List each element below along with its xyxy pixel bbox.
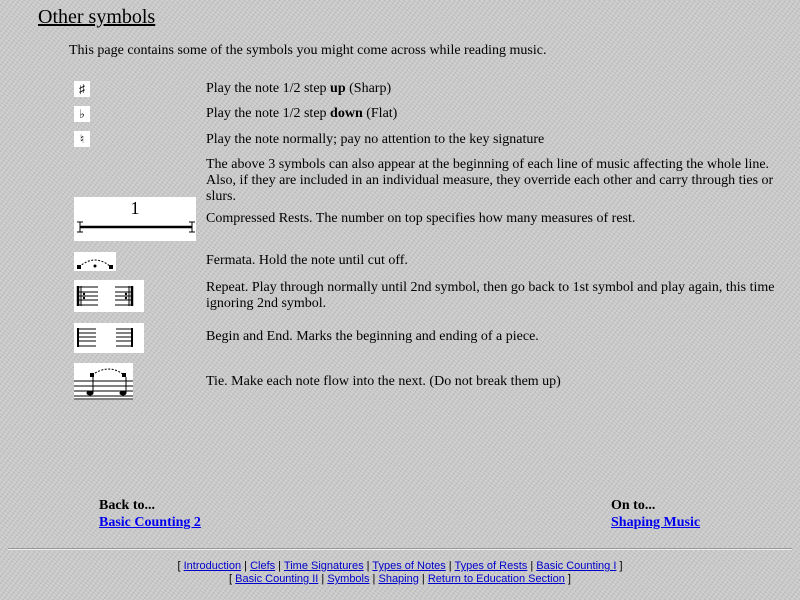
footer-link-types-of-rests[interactable]: Types of Rests — [454, 560, 528, 572]
compressed-rest-icon — [74, 197, 196, 241]
desc-bold: down — [330, 106, 363, 121]
sharp-icon: ♯ — [74, 81, 90, 97]
next-label: On to... — [611, 498, 656, 513]
tie-icon — [74, 363, 133, 400]
footer-link-symbols[interactable]: Symbols — [327, 573, 370, 585]
footer-link-time-signatures[interactable]: Time Signatures — [283, 560, 364, 572]
page-title: Other symbols — [38, 6, 156, 28]
next-link[interactable]: Shaping Music — [611, 515, 701, 530]
intro-text: This page contains some of the symbols you might come across while reading music. — [69, 43, 547, 58]
back-label: Back to... — [99, 498, 155, 513]
footer-link-types-of-notes[interactable]: Types of Notes — [372, 560, 446, 572]
fermata-icon — [74, 252, 116, 271]
flat-icon: ♭ — [74, 106, 90, 122]
desc-text: (Sharp) — [345, 81, 392, 96]
compressed-rest-description: Compressed Rests. The number on top specifies how many measures of rest. — [206, 211, 636, 226]
repeat-icon — [74, 280, 144, 312]
footer-link-introduction[interactable]: Introduction — [183, 560, 242, 572]
tie-description: Tie. Make each note flow into the next. (Do not break them up) — [206, 374, 561, 389]
footer-link-basic-counting-1[interactable]: Basic Counting I — [536, 560, 617, 572]
back-link[interactable]: Basic Counting 2 — [99, 515, 201, 530]
desc-text: Play the note 1/2 step — [206, 106, 331, 121]
fermata-description: Fermata. Hold the note until cut off. — [206, 253, 408, 268]
footer-link-education[interactable]: Return to Education Section — [427, 573, 565, 585]
next-nav — [611, 497, 700, 531]
desc-bold: up — [330, 81, 346, 96]
footer-link-clefs[interactable]: Clefs — [250, 560, 276, 572]
footer-nav-line2: [ Basic Counting II | Symbols | Shaping | Return to Education Section ] — [229, 573, 571, 585]
desc-text: (Flat) — [362, 106, 398, 121]
footer-nav-line1: [ Introduction | Clefs | Time Signatures | Types of Notes | Types of Rests | Basic Counting I ] — [177, 560, 623, 572]
back-nav — [99, 497, 201, 531]
accidentals-note: The above 3 symbols can also appear at the beginning of each line of music affecting the whole line. Also, if they are included in an individual measure, they override each other and carry through ties or slurs. — [206, 157, 774, 204]
repeat-description: Repeat. Play through normally until 2nd symbol, then go back to 1st symbol and play again, this time ignoring 2nd symbol. — [206, 280, 775, 311]
begin-end-description: Begin and End. Marks the beginning and ending of a piece. — [206, 329, 539, 344]
sharp-description — [206, 81, 786, 97]
natural-icon: ♮ — [74, 131, 90, 147]
footer-link-shaping[interactable]: Shaping — [378, 573, 419, 585]
divider — [8, 548, 792, 550]
footer-link-basic-counting-2[interactable]: Basic Counting II — [235, 573, 319, 585]
flat-description — [206, 106, 786, 122]
begin-end-icon — [74, 323, 144, 353]
rest-count: 1 — [130, 198, 140, 218]
desc-text: Play the note 1/2 step — [206, 81, 331, 96]
natural-description: Play the note normally; pay no attention to the key signature — [206, 132, 545, 147]
